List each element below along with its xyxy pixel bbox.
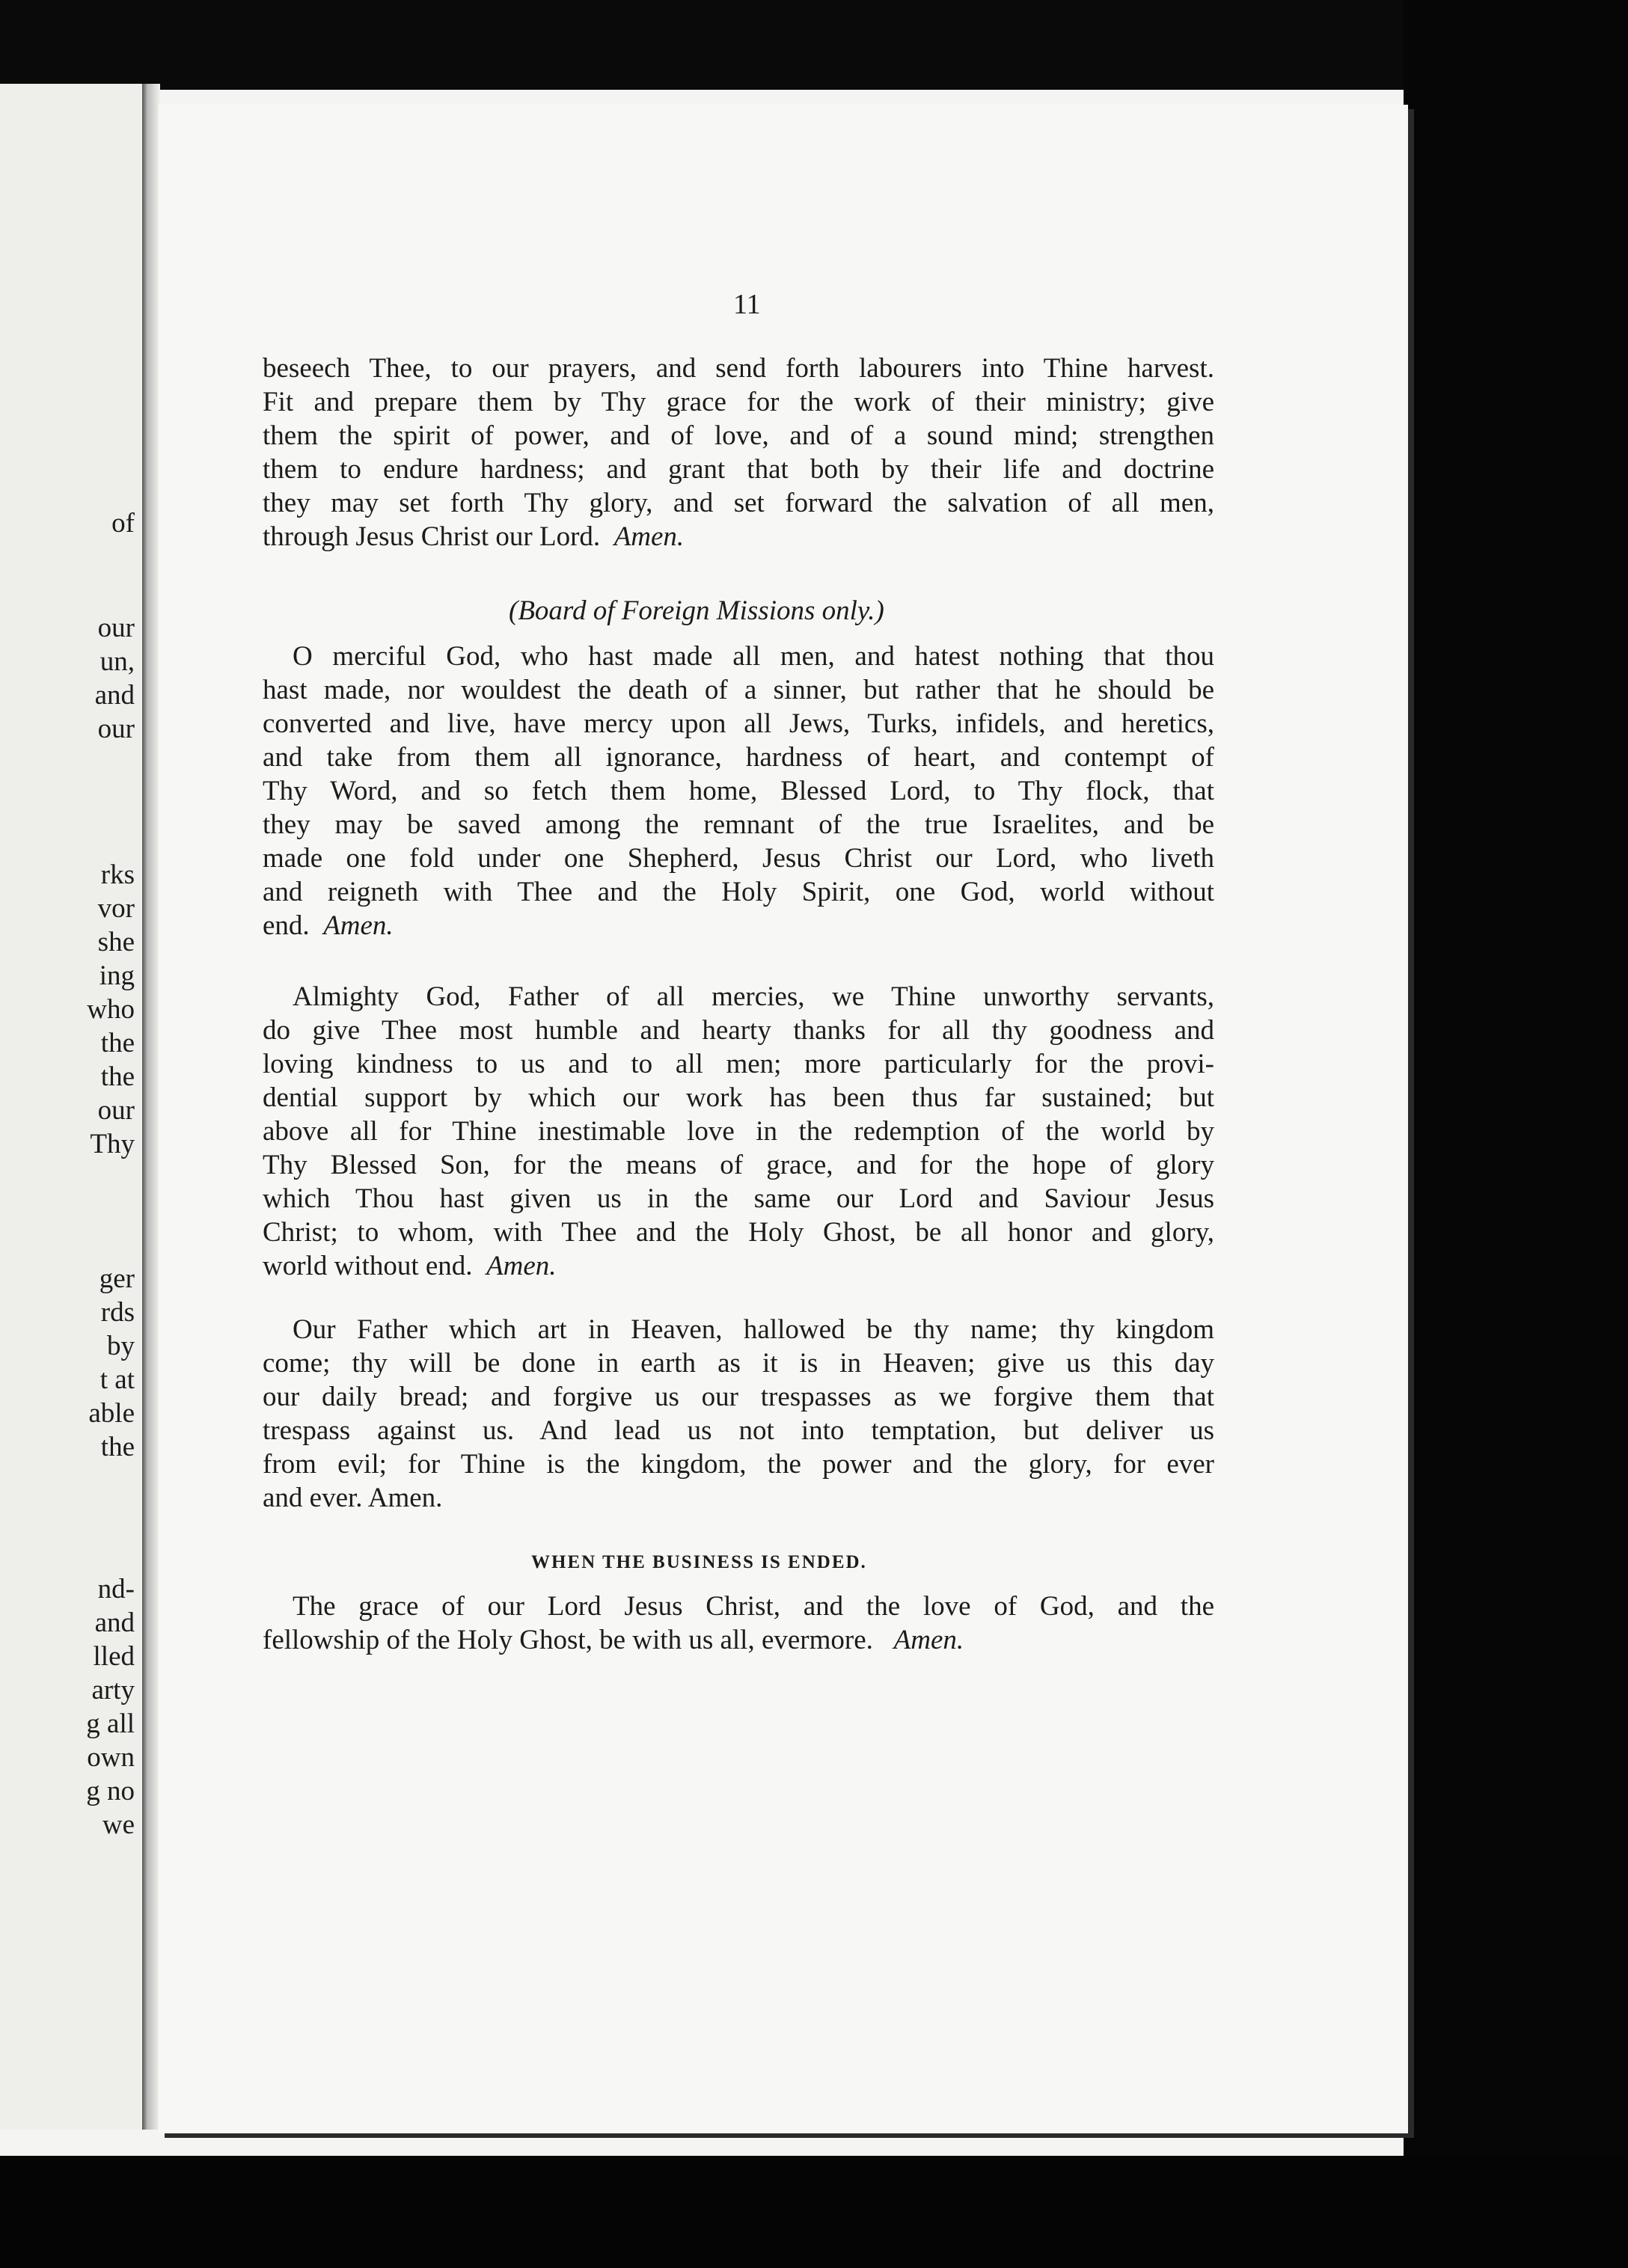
- left-fragment-line: own: [87, 1742, 135, 1773]
- text-line: Thy Blessed Son, for the means of grace, and for the hope of glory: [263, 1150, 1214, 1180]
- left-fragment-line: vor: [97, 893, 135, 924]
- amen-italic: Amen.: [323, 910, 394, 941]
- left-fragment-line: our: [97, 714, 135, 744]
- left-fragment-line: arty: [91, 1675, 135, 1705]
- left-fragment-line: the: [100, 1432, 135, 1462]
- left-fragment-line: the: [100, 1061, 135, 1092]
- paragraph-prayer-labourers: [263, 352, 1214, 554]
- text-line: from evil; for Thine is the kingdom, the power and the glory, for ever: [263, 1449, 1214, 1480]
- paragraph-merciful-god: [263, 640, 1214, 943]
- text-line: loving kindness to us and to all men; more particularly for the provi-: [263, 1049, 1214, 1079]
- text-span: world without end.: [263, 1251, 473, 1281]
- text-line: converted and live, have mercy upon all Jews, Turks, infidels, and heretics,: [263, 708, 1214, 739]
- text-span: end.: [263, 910, 310, 941]
- text-line: Christ; to whom, with Thee and the Holy Ghost, be all honor and glory,: [263, 1217, 1214, 1248]
- text-line: beseech Thee, to our prayers, and send forth labourers into Thine harvest.: [263, 353, 1214, 384]
- text-line: which Thou hast given us in the same our Lord and Saviour Jesus: [263, 1183, 1214, 1214]
- text-line-last: [263, 520, 1214, 554]
- text-line-last: and ever. Amen.: [263, 1483, 443, 1513]
- text-line: dential support by which our work has been thus far sustained; but: [263, 1082, 1214, 1113]
- left-fragment-group-3: [0, 858, 135, 1161]
- text-line-last: [263, 909, 1214, 943]
- left-fragment-line: by: [107, 1331, 135, 1361]
- text-line: above all for Thine inestimable love in the redemption of the world by: [263, 1116, 1214, 1147]
- left-fragment-line: and: [94, 1607, 135, 1638]
- text-line: The grace of our Lord Jesus Christ, and the love of God, and the: [293, 1591, 1214, 1622]
- left-fragment-group-1: [0, 506, 135, 540]
- left-fragment-line: t at: [100, 1364, 135, 1395]
- left-fragment-line: rds: [100, 1297, 135, 1328]
- amen-italic: Amen.: [486, 1251, 557, 1281]
- left-fragment-group-5: [0, 1572, 135, 1842]
- paragraph-grace: [263, 1590, 1214, 1657]
- left-fragment-line: ing: [99, 960, 135, 991]
- text-line: Almighty God, Father of all mercies, we Thine unworthy servants,: [293, 981, 1214, 1012]
- book-gutter: [142, 84, 160, 2130]
- left-fragment-group-4: [0, 1262, 135, 1464]
- text-line: hast made, nor wouldest the death of a sinner, but rather that he should be: [263, 675, 1214, 705]
- text-line: they may be saved among the remnant of the true Israelites, and be: [263, 809, 1214, 840]
- left-fragment-line: and: [94, 680, 135, 711]
- amen-italic: Amen.: [893, 1625, 964, 1655]
- paragraph-almighty-god: [263, 980, 1214, 1283]
- heading-business-ended: WHEN THE BUSINESS IS ENDED.: [531, 1552, 867, 1572]
- page-number: 11: [733, 289, 761, 320]
- text-line: and take from them all ignorance, hardness of heart, and contempt of: [263, 742, 1214, 773]
- text-line: our daily bread; and forgive us our trespasses as we forgive them that: [263, 1382, 1214, 1412]
- left-fragment-line: who: [87, 994, 135, 1025]
- scan-border-right: [1404, 0, 1628, 2268]
- text-line: Fit and prepare them by Thy grace for the work of their ministry; give: [263, 387, 1214, 417]
- left-fragment-group-2: [0, 611, 135, 746]
- text-line: they may set forth Thy glory, and set forward the salvation of all men,: [263, 488, 1214, 518]
- text-line: come; thy will be done in earth as it is in Heaven; give us this day: [263, 1348, 1214, 1379]
- scan-border-top: [0, 0, 1628, 90]
- left-fragment-line: she: [97, 927, 135, 957]
- text-line: Our Father which art in Heaven, hallowed be thy name; thy kingdom: [293, 1314, 1214, 1345]
- text-line: do give Thee most humble and hearty thanks for all thy goodness and: [263, 1015, 1214, 1046]
- left-fragment-line: g all: [86, 1708, 135, 1739]
- left-fragment-line: lled: [93, 1641, 135, 1672]
- amen-italic: Amen.: [613, 521, 685, 552]
- left-fragment-line: our: [97, 613, 135, 643]
- left-fragment-line: Thy: [90, 1129, 135, 1159]
- left-fragment-line: nd-: [97, 1574, 135, 1605]
- text-line: them to endure hardness; and grant that both by their life and doctrine: [263, 454, 1214, 485]
- scan-border-bottom: [0, 2156, 1628, 2268]
- facing-page-left: [0, 84, 144, 2130]
- text-line: Thy Word, and so fetch them home, Blessed Lord, to Thy flock, that: [263, 776, 1214, 806]
- left-fragment-line: rks: [100, 859, 135, 890]
- left-fragment-line: able: [88, 1398, 135, 1429]
- text-line: and reigneth with Thee and the Holy Spirit, one God, world without: [263, 877, 1214, 907]
- text-span: through Jesus Christ our Lord.: [263, 521, 601, 552]
- left-fragment-line: our: [97, 1095, 135, 1126]
- left-fragment-line: the: [100, 1028, 135, 1058]
- left-fragment-line: we: [102, 1809, 135, 1840]
- text-line: O merciful God, who hast made all men, and hatest nothing that thou: [293, 641, 1214, 672]
- text-line: them the spirit of power, and of love, and of a sound mind; strengthen: [263, 420, 1214, 451]
- text-span: fellowship of the Holy Ghost, be with us all, evermore.: [263, 1625, 873, 1655]
- left-fragment-line: g no: [86, 1776, 135, 1806]
- left-fragment-line: un,: [100, 646, 135, 677]
- text-line: made one fold under one Shepherd, Jesus Christ our Lord, who liveth: [263, 843, 1214, 874]
- text-line-last: [263, 1623, 1214, 1657]
- text-line: trespass against us. And lead us not into temptation, but deliver us: [263, 1415, 1214, 1446]
- left-fragment-line: of: [111, 508, 135, 539]
- paragraph-lords-prayer: [263, 1313, 1214, 1515]
- left-fragment-line: ger: [99, 1263, 135, 1294]
- heading-board-foreign-missions: (Board of Foreign Missions only.): [509, 595, 884, 626]
- text-line-last: [263, 1249, 1214, 1283]
